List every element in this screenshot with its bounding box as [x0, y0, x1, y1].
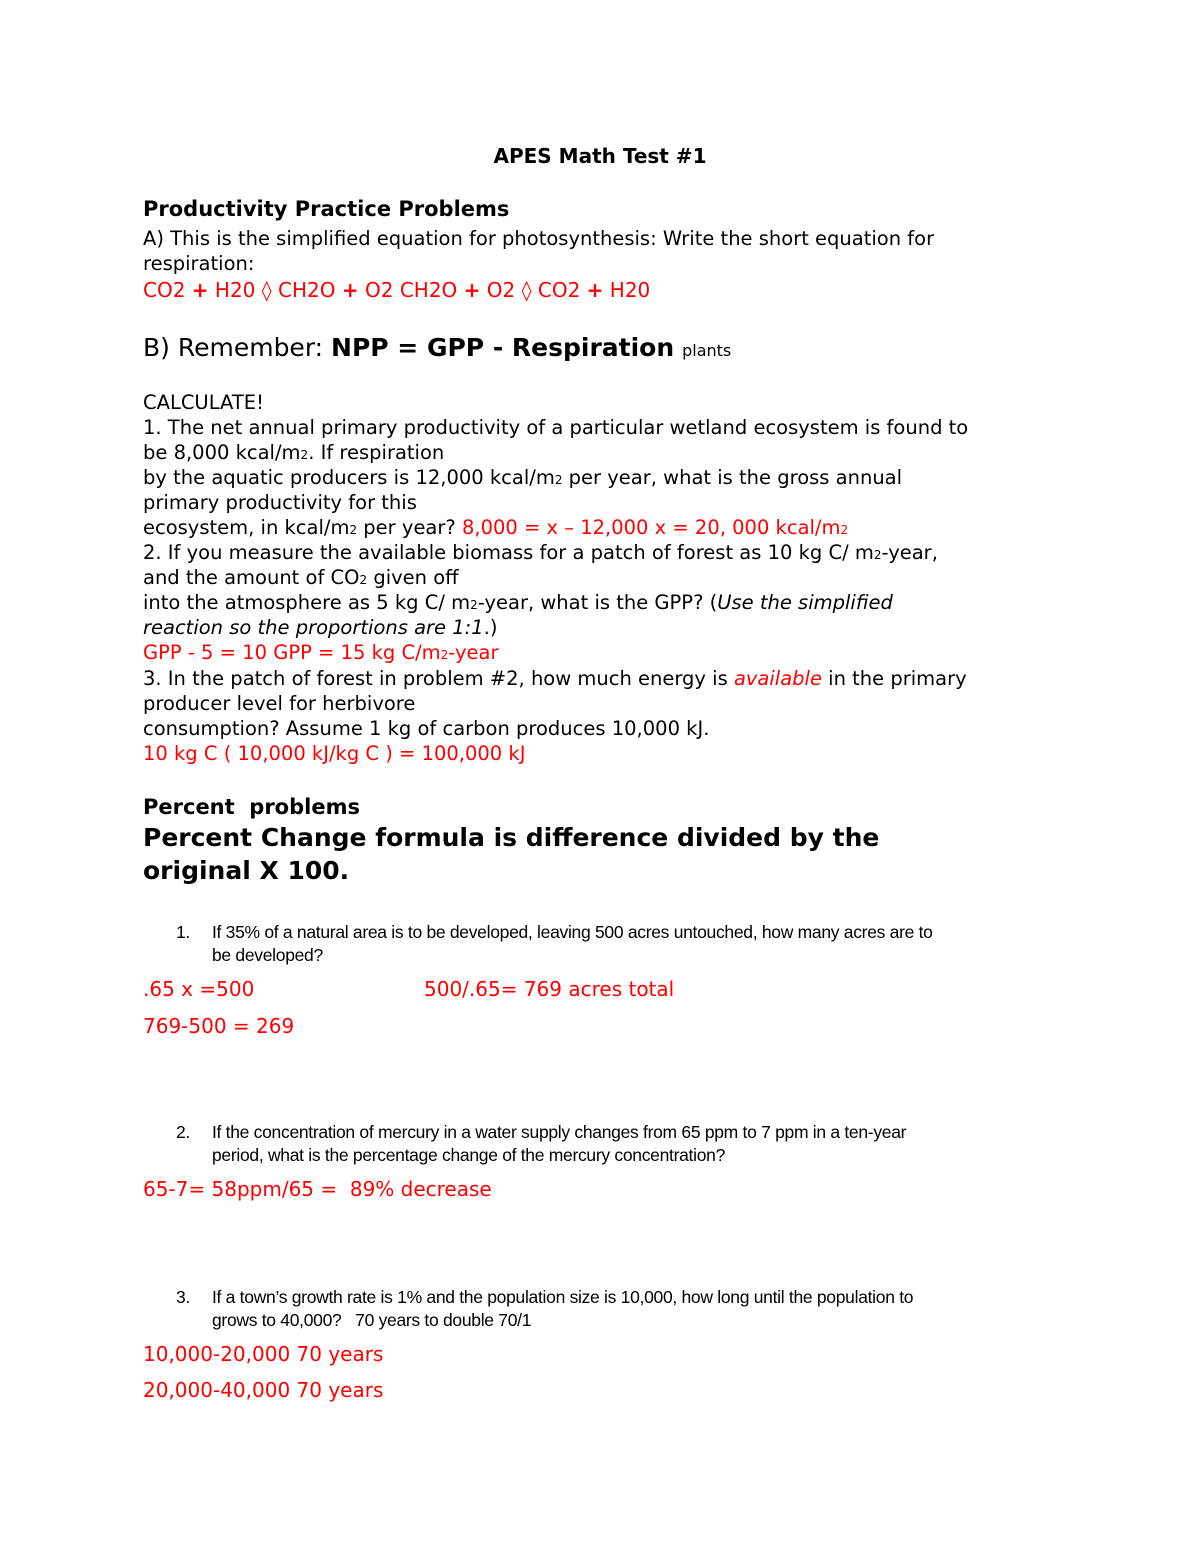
question-1-line-2: be developed? [212, 945, 323, 965]
eq-term: CO2 [537, 278, 581, 302]
eq-term: CH2O [278, 278, 336, 302]
question-3-line-2: grows to 40,000? 70 years to double 70/1 [212, 1310, 532, 1330]
question-2-line-2: period, what is the percentage change of the mercury concentration? [212, 1145, 726, 1165]
plus-sign: + [463, 278, 481, 302]
question-3-line-1: If a town’s growth rate is 1% and the population size is 10,000, how long until the population to [212, 1287, 914, 1307]
arrow-diamond-icon: ◊ [261, 278, 272, 302]
problem-2-answer: GPP - 5 = 10 GPP = 15 kg C/m2-year [143, 641, 499, 664]
problem-1-line-1: 1. The net annual primary productivity of a particular wetland ecosystem is found to [143, 416, 969, 439]
question-1-number: 1. [176, 922, 190, 942]
question-2-line-1: If the concentration of mercury in a water supply changes from 65 ppm to 7 ppm in a ten-year [212, 1122, 907, 1142]
respiration-equation [143, 278, 650, 302]
problem-3-line-3: consumption? Assume 1 kg of carbon produces 10,000 kJ. [143, 717, 710, 740]
intro-line-2: respiration: [143, 252, 255, 275]
problem-1-line-5: ecosystem, in kcal/m2 per year? 8,000 = x – 12,000 x = 20, 000 kcal/m2 [143, 516, 849, 539]
remember-line [143, 333, 731, 362]
remember-prefix: B) Remember: [143, 333, 324, 362]
plus-sign: + [341, 278, 359, 302]
productivity-heading: Productivity Practice Problems [143, 197, 510, 221]
question-3-number: 3. [176, 1287, 190, 1307]
problem-1-line-4: primary productivity for this [143, 491, 417, 514]
question-2-answer: 65-7= 58ppm/65 = 89% decrease [143, 1177, 492, 1201]
question-1-answer-1b: 500/.65= 769 acres total [424, 977, 675, 1001]
percent-heading: Percent problems [143, 795, 360, 819]
formula-subscript: plants [682, 341, 732, 360]
page-title: APES Math Test #1 [493, 144, 707, 168]
problem-3-line-2: producer level for herbivore [143, 692, 416, 715]
percent-formula-line-1: Percent Change formula is difference divided by the [143, 823, 880, 852]
eq-term: O2 CH2O [365, 278, 458, 302]
question-3-answer-2: 20,000-40,000 70 years [143, 1378, 384, 1402]
npp-formula: NPP = GPP - Respiration [331, 333, 675, 362]
question-1-answer-2: 769-500 = 269 [143, 1014, 295, 1038]
available-word: available [733, 667, 822, 690]
question-1-line-1: If 35% of a natural area is to be developed, leaving 500 acres untouched, how many acres are to [212, 922, 933, 942]
problem-1-line-3: by the aquatic producers is 12,000 kcal/m2 per year, what is the gross annual [143, 466, 903, 489]
problem-1-answer: 8,000 = x – 12,000 x = 20, 000 kcal/m2 [461, 516, 849, 539]
question-1-answer-1a: .65 x =500 [143, 977, 255, 1001]
question-3-answer-1: 10,000-20,000 70 years [143, 1342, 384, 1366]
plus-sign: + [191, 278, 209, 302]
percent-formula-line-2: original X 100. [143, 856, 350, 885]
problem-3-line-1: 3. In the patch of forest in problem #2, how much energy is available in the primary [143, 667, 967, 690]
eq-term: CO2 [143, 278, 186, 302]
problem-1-line-2: be 8,000 kcal/m2. If respiration [143, 441, 445, 464]
arrow-diamond-icon: ◊ [521, 278, 532, 302]
eq-term: H20 [214, 278, 256, 302]
eq-term: H20 [609, 278, 651, 302]
problem-2-line-1: 2. If you measure the available biomass for a patch of forest as 10 kg C/ m2-year, [143, 541, 938, 564]
question-2-number: 2. [176, 1122, 190, 1142]
plus-sign: + [586, 278, 604, 302]
problem-2-line-2: and the amount of CO2 given off [143, 566, 459, 589]
problem-2-line-3: into the atmosphere as 5 kg C/ m2-year, what is the GPP? (Use the simplified [143, 591, 893, 614]
calculate-heading: CALCULATE! [143, 391, 264, 414]
eq-term: O2 [486, 278, 516, 302]
intro-line-1: A) This is the simplified equation for photosynthesis: Write the short equation for [143, 227, 935, 250]
problem-3-answer: 10 kg C ( 10,000 kJ/kg C ) = 100,000 kJ [143, 742, 526, 765]
problem-2-line-4: reaction so the proportions are 1:1.) [143, 616, 498, 639]
